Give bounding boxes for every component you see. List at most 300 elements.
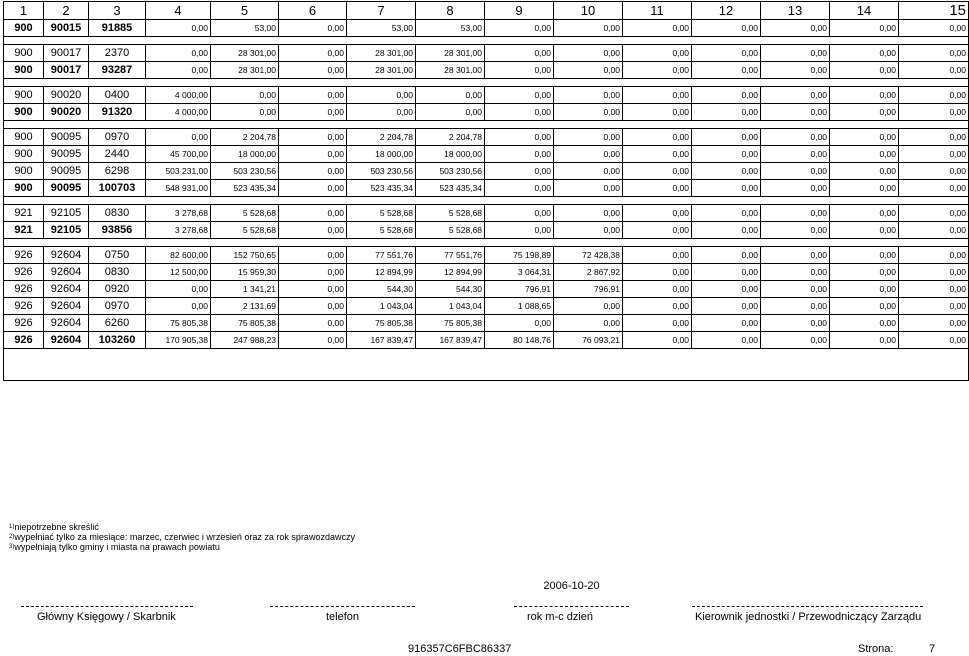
table-cell: 1 043,04 xyxy=(347,298,416,315)
column-number: 13 xyxy=(761,2,830,20)
table-cell: 796,91 xyxy=(554,281,623,298)
table-cell: 167 839,47 xyxy=(347,332,416,349)
table-cell: 523 435,34 xyxy=(416,180,485,197)
table-cell: 544,30 xyxy=(416,281,485,298)
table-cell: 93287 xyxy=(89,62,146,79)
table-cell: 5 528,68 xyxy=(211,205,279,222)
table-cell: 0,00 xyxy=(692,62,761,79)
table-cell: 0,00 xyxy=(485,205,554,222)
group-separator xyxy=(4,79,969,87)
table-row xyxy=(4,247,969,264)
table-row-total xyxy=(4,222,969,239)
table-cell: 77 551,76 xyxy=(347,247,416,264)
table-cell: 0,00 xyxy=(485,87,554,104)
table-cell: 18 000,00 xyxy=(416,146,485,163)
table-cell: 0,00 xyxy=(761,332,830,349)
table-cell: 0,00 xyxy=(761,146,830,163)
table-cell: 926 xyxy=(4,281,44,298)
table-cell: 0,00 xyxy=(146,129,211,146)
table-cell: 53,00 xyxy=(347,20,416,37)
table-cell: 0,00 xyxy=(830,45,899,62)
table-cell: 0,00 xyxy=(623,20,692,37)
table-cell: 92604 xyxy=(44,281,89,298)
table-row-total xyxy=(4,20,969,37)
table-cell: 53,00 xyxy=(211,20,279,37)
table-cell: 0,00 xyxy=(623,62,692,79)
table-cell: 80 148,76 xyxy=(485,332,554,349)
column-number: 7 xyxy=(347,2,416,20)
table-cell: 0,00 xyxy=(830,332,899,349)
table-cell: 0,00 xyxy=(761,104,830,121)
table-cell: 5 528,68 xyxy=(347,222,416,239)
table-cell: 15 959,30 xyxy=(211,264,279,281)
signature-line-date xyxy=(514,606,629,608)
table-cell: 0,00 xyxy=(485,222,554,239)
table-cell: 0,00 xyxy=(830,129,899,146)
column-number: 9 xyxy=(485,2,554,20)
table-cell: 18 000,00 xyxy=(211,146,279,163)
table-cell: 0,00 xyxy=(279,163,347,180)
table-cell: 0,00 xyxy=(554,20,623,37)
table-cell: 0,00 xyxy=(761,298,830,315)
table-cell: 103260 xyxy=(89,332,146,349)
table-cell: 12 894,99 xyxy=(416,264,485,281)
column-number: 11 xyxy=(623,2,692,20)
group-separator xyxy=(4,239,969,247)
table-cell: 0,00 xyxy=(279,315,347,332)
table-cell: 926 xyxy=(4,315,44,332)
table-cell: 0,00 xyxy=(899,281,969,298)
table-cell: 0,00 xyxy=(899,298,969,315)
table-cell: 0,00 xyxy=(761,129,830,146)
table-cell: 0,00 xyxy=(554,163,623,180)
table-cell: 0,00 xyxy=(279,180,347,197)
table-cell: 75 805,38 xyxy=(416,315,485,332)
table-cell: 0,00 xyxy=(485,129,554,146)
table-cell: 0,00 xyxy=(692,332,761,349)
table-cell: 0,00 xyxy=(211,104,279,121)
table-cell: 5 528,68 xyxy=(416,222,485,239)
table-cell: 28 301,00 xyxy=(416,45,485,62)
table-bottom-spacer xyxy=(4,349,969,381)
table-cell: 90095 xyxy=(44,146,89,163)
table-cell: 0,00 xyxy=(830,180,899,197)
table-cell: 0,00 xyxy=(692,45,761,62)
table-cell: 0,00 xyxy=(623,281,692,298)
table-cell: 0,00 xyxy=(830,87,899,104)
table-cell: 0,00 xyxy=(761,87,830,104)
table-cell: 90020 xyxy=(44,104,89,121)
table-cell: 1 341,21 xyxy=(211,281,279,298)
table-cell: 0,00 xyxy=(761,180,830,197)
column-number: 15 xyxy=(899,2,969,20)
table-cell: 0,00 xyxy=(623,45,692,62)
table-cell: 0830 xyxy=(89,264,146,281)
table-cell: 523 435,34 xyxy=(211,180,279,197)
table-cell: 90095 xyxy=(44,163,89,180)
table-cell: 0,00 xyxy=(899,315,969,332)
signature-line-phone xyxy=(270,606,415,608)
table-cell: 0,00 xyxy=(279,146,347,163)
table-cell: 0,00 xyxy=(899,104,969,121)
table-cell: 247 988,23 xyxy=(211,332,279,349)
table-cell: 0,00 xyxy=(692,163,761,180)
table-cell: 503 231,00 xyxy=(146,163,211,180)
table-cell: 18 000,00 xyxy=(347,146,416,163)
table-cell: 0,00 xyxy=(899,247,969,264)
table-cell: 5 528,68 xyxy=(416,205,485,222)
table-cell: 0,00 xyxy=(692,87,761,104)
table-cell: 0,00 xyxy=(554,104,623,121)
table-cell: 2 204,78 xyxy=(347,129,416,146)
table-cell: 0,00 xyxy=(279,332,347,349)
table-cell: 0,00 xyxy=(899,163,969,180)
table-cell: 0,00 xyxy=(554,315,623,332)
table-cell: 92604 xyxy=(44,332,89,349)
table-cell: 0,00 xyxy=(692,298,761,315)
table-row xyxy=(4,163,969,180)
table-cell: 0,00 xyxy=(146,281,211,298)
table-cell: 0,00 xyxy=(279,298,347,315)
table-cell: 0,00 xyxy=(899,146,969,163)
table-cell: 0,00 xyxy=(347,104,416,121)
table-cell: 0,00 xyxy=(554,180,623,197)
table-cell: 0,00 xyxy=(692,315,761,332)
table-cell: 0,00 xyxy=(761,281,830,298)
table-cell: 4 000,00 xyxy=(146,87,211,104)
table-cell: 900 xyxy=(4,163,44,180)
table-row-total xyxy=(4,332,969,349)
table-cell: 0,00 xyxy=(623,222,692,239)
table-cell: 0,00 xyxy=(279,62,347,79)
table-cell: 0,00 xyxy=(554,62,623,79)
table-cell: 0,00 xyxy=(485,163,554,180)
table-cell: 91320 xyxy=(89,104,146,121)
table-row-total xyxy=(4,180,969,197)
table-cell: 0970 xyxy=(89,129,146,146)
table-cell: 82 600,00 xyxy=(146,247,211,264)
table-cell: 921 xyxy=(4,205,44,222)
table-cell: 0,00 xyxy=(830,222,899,239)
table-cell: 0,00 xyxy=(146,45,211,62)
table-cell: 0,00 xyxy=(830,20,899,37)
table-cell: 900 xyxy=(4,180,44,197)
table-cell: 0,00 xyxy=(623,129,692,146)
table-cell: 921 xyxy=(4,222,44,239)
table-cell: 0,00 xyxy=(899,87,969,104)
table-cell: 0,00 xyxy=(761,20,830,37)
table-cell: 0,00 xyxy=(899,180,969,197)
column-number-header xyxy=(4,2,969,20)
table-cell: 45 700,00 xyxy=(146,146,211,163)
table-cell: 152 750,65 xyxy=(211,247,279,264)
table-cell: 0,00 xyxy=(554,205,623,222)
table-cell: 0,00 xyxy=(830,264,899,281)
table-cell: 28 301,00 xyxy=(347,62,416,79)
table-cell: 90020 xyxy=(44,87,89,104)
table-cell: 90017 xyxy=(44,62,89,79)
table-cell: 28 301,00 xyxy=(211,62,279,79)
table-cell: 0,00 xyxy=(692,264,761,281)
table-cell: 0,00 xyxy=(830,104,899,121)
table-cell: 0,00 xyxy=(692,247,761,264)
table-cell: 76 093,21 xyxy=(554,332,623,349)
table-row xyxy=(4,205,969,222)
table-cell: 0,00 xyxy=(554,87,623,104)
table-cell: 2 204,78 xyxy=(211,129,279,146)
table-cell: 75 198,89 xyxy=(485,247,554,264)
table-cell: 796,91 xyxy=(485,281,554,298)
table-cell: 12 894,99 xyxy=(347,264,416,281)
table-cell: 0970 xyxy=(89,298,146,315)
table-cell: 503 230,56 xyxy=(347,163,416,180)
table-cell: 4 000,00 xyxy=(146,104,211,121)
table-cell: 0920 xyxy=(89,281,146,298)
table-cell: 0,00 xyxy=(279,264,347,281)
table-cell: 28 301,00 xyxy=(211,45,279,62)
table-cell: 900 xyxy=(4,129,44,146)
table-cell: 0,00 xyxy=(623,332,692,349)
table-cell: 0,00 xyxy=(830,298,899,315)
table-cell: 3 064,31 xyxy=(485,264,554,281)
table-row xyxy=(4,264,969,281)
table-cell: 0,00 xyxy=(830,163,899,180)
signature-line-accountant xyxy=(21,606,193,608)
table-cell: 3 278,68 xyxy=(146,205,211,222)
table-cell: 2370 xyxy=(89,45,146,62)
table-cell: 0,00 xyxy=(279,222,347,239)
column-number: 3 xyxy=(89,2,146,20)
table-cell: 0,00 xyxy=(279,104,347,121)
table-cell: 90017 xyxy=(44,45,89,62)
table-cell: 2 867,92 xyxy=(554,264,623,281)
table-cell: 0,00 xyxy=(279,87,347,104)
table-cell: 1 043,04 xyxy=(416,298,485,315)
group-separator xyxy=(4,37,969,45)
table-cell: 0,00 xyxy=(623,298,692,315)
table-cell: 75 805,38 xyxy=(146,315,211,332)
table-cell: 0,00 xyxy=(485,62,554,79)
table-cell: 0,00 xyxy=(899,129,969,146)
table-cell: 91885 xyxy=(89,20,146,37)
table-cell: 167 839,47 xyxy=(416,332,485,349)
table-cell: 0,00 xyxy=(416,87,485,104)
table-row xyxy=(4,45,969,62)
table-row xyxy=(4,129,969,146)
table-cell: 2440 xyxy=(89,146,146,163)
table-cell: 0,00 xyxy=(623,87,692,104)
table-cell: 0,00 xyxy=(761,264,830,281)
phone-label: telefon xyxy=(326,611,360,623)
table-cell: 0,00 xyxy=(554,146,623,163)
table-cell: 0,00 xyxy=(554,222,623,239)
table-cell: 900 xyxy=(4,45,44,62)
table-cell: 5 528,68 xyxy=(211,222,279,239)
column-number: 6 xyxy=(279,2,347,20)
table-cell: 0,00 xyxy=(761,222,830,239)
table-cell: 3 278,68 xyxy=(146,222,211,239)
table-cell: 12 500,00 xyxy=(146,264,211,281)
column-number: 4 xyxy=(146,2,211,20)
column-number: 10 xyxy=(554,2,623,20)
table-cell: 90015 xyxy=(44,20,89,37)
table-cell: 0,00 xyxy=(692,281,761,298)
table-cell: 926 xyxy=(4,298,44,315)
table-row xyxy=(4,87,969,104)
table-cell: 900 xyxy=(4,146,44,163)
table-cell: 0,00 xyxy=(899,62,969,79)
table-cell: 0,00 xyxy=(146,20,211,37)
table-cell: 6260 xyxy=(89,315,146,332)
table-cell: 926 xyxy=(4,247,44,264)
group-separator xyxy=(4,121,969,129)
table-cell: 0,00 xyxy=(279,205,347,222)
table-cell: 72 428,38 xyxy=(554,247,623,264)
table-cell: 5 528,68 xyxy=(347,205,416,222)
table-cell: 0,00 xyxy=(623,180,692,197)
table-cell: 0,00 xyxy=(623,205,692,222)
group-separator xyxy=(4,197,969,205)
table-cell: 503 230,56 xyxy=(416,163,485,180)
table-cell: 0,00 xyxy=(899,332,969,349)
table-row xyxy=(4,146,969,163)
table-cell: 0,00 xyxy=(623,247,692,264)
accountant-label: Główny Księgowy / Skarbnik xyxy=(37,611,176,623)
table-cell: 92105 xyxy=(44,205,89,222)
table-cell: 0400 xyxy=(89,87,146,104)
table-cell: 0,00 xyxy=(761,247,830,264)
table-cell: 0,00 xyxy=(279,45,347,62)
document-code: 916357C6FBC86337 xyxy=(408,643,512,655)
table-cell: 523 435,34 xyxy=(347,180,416,197)
table-cell: 0,00 xyxy=(279,281,347,298)
table-cell: 0,00 xyxy=(761,45,830,62)
table-cell: 1 088,65 xyxy=(485,298,554,315)
report-date: 2006-10-20 xyxy=(543,580,600,592)
column-number: 1 xyxy=(4,2,44,20)
signature-line-head xyxy=(692,606,923,608)
table-cell: 93856 xyxy=(89,222,146,239)
table-cell: 0,00 xyxy=(554,129,623,146)
table-row xyxy=(4,281,969,298)
table-cell: 0,00 xyxy=(692,205,761,222)
page-label: Strona: xyxy=(858,643,894,655)
table-cell: 0,00 xyxy=(830,247,899,264)
head-label: Kierownik jednostki / Przewodniczący Zarządu xyxy=(695,611,922,623)
table-cell: 0,00 xyxy=(830,205,899,222)
table-cell: 0,00 xyxy=(211,87,279,104)
footnote-2: $^{2)}$wypełniać tylko za miesiące: marzec, czerwiec i wrzesień oraz za rok sprawozdawczy xyxy=(9,532,355,542)
table-cell: 0,00 xyxy=(485,45,554,62)
table-cell: 0,00 xyxy=(485,20,554,37)
table-cell: 0,00 xyxy=(623,163,692,180)
table-cell: 0,00 xyxy=(623,315,692,332)
column-number: 2 xyxy=(44,2,89,20)
table-cell: 0,00 xyxy=(899,45,969,62)
table-cell: 0,00 xyxy=(554,298,623,315)
table-cell: 900 xyxy=(4,87,44,104)
table-cell: 503 230,56 xyxy=(211,163,279,180)
column-number: 5 xyxy=(211,2,279,20)
table-cell: 900 xyxy=(4,104,44,121)
table-cell: 100703 xyxy=(89,180,146,197)
table-cell: 548 931,00 xyxy=(146,180,211,197)
table-cell: 0,00 xyxy=(347,87,416,104)
table-cell: 0,00 xyxy=(623,264,692,281)
table-cell: 0,00 xyxy=(279,129,347,146)
table-cell: 77 551,76 xyxy=(416,247,485,264)
table-cell: 90095 xyxy=(44,180,89,197)
table-cell: 0,00 xyxy=(830,281,899,298)
table-cell: 0,00 xyxy=(146,298,211,315)
table-cell: 0,00 xyxy=(830,62,899,79)
footnote-3: $^{3)}$wypełniają tylko gminy i miasta na prawach powiatu xyxy=(9,542,220,552)
page-number: 7 xyxy=(929,643,936,655)
table-cell: 0,00 xyxy=(485,180,554,197)
table-cell: 0,00 xyxy=(623,104,692,121)
table-cell: 90095 xyxy=(44,129,89,146)
table-cell: 0,00 xyxy=(692,180,761,197)
table-cell: 0,00 xyxy=(279,247,347,264)
table-cell: 53,00 xyxy=(416,20,485,37)
table-cell: 0,00 xyxy=(830,146,899,163)
column-number: 12 xyxy=(692,2,761,20)
table-cell: 0,00 xyxy=(761,163,830,180)
table-cell: 0,00 xyxy=(485,104,554,121)
table-cell: 0,00 xyxy=(761,315,830,332)
table-cell: 0,00 xyxy=(279,20,347,37)
footnote-1: $^{1)}$niepotrzebne skreślić xyxy=(9,522,99,532)
table-cell: 28 301,00 xyxy=(347,45,416,62)
table-cell: 900 xyxy=(4,20,44,37)
table-cell: 900 xyxy=(4,62,44,79)
table-cell: 28 301,00 xyxy=(416,62,485,79)
table-cell: 170 905,38 xyxy=(146,332,211,349)
table-cell: 0,00 xyxy=(899,20,969,37)
table-cell: 926 xyxy=(4,332,44,349)
table-row xyxy=(4,298,969,315)
table-cell: 6298 xyxy=(89,163,146,180)
table-cell: 92604 xyxy=(44,315,89,332)
table-cell: 926 xyxy=(4,264,44,281)
report-table xyxy=(3,1,969,381)
table-cell: 92604 xyxy=(44,298,89,315)
table-cell: 2 131,69 xyxy=(211,298,279,315)
table-cell: 544,30 xyxy=(347,281,416,298)
table-cell: 0,00 xyxy=(761,62,830,79)
table-cell: 2 204,78 xyxy=(416,129,485,146)
table-cell: 0,00 xyxy=(692,146,761,163)
table-cell: 0,00 xyxy=(899,222,969,239)
table-cell: 0,00 xyxy=(485,146,554,163)
table-cell: 0750 xyxy=(89,247,146,264)
table-cell: 92604 xyxy=(44,247,89,264)
table-cell: 92604 xyxy=(44,264,89,281)
table-cell: 0,00 xyxy=(692,222,761,239)
table-cell: 0,00 xyxy=(899,205,969,222)
table-cell: 0,00 xyxy=(692,129,761,146)
table-cell: 0,00 xyxy=(623,146,692,163)
table-cell: 0,00 xyxy=(485,315,554,332)
table-cell: 0,00 xyxy=(692,104,761,121)
table-cell: 0,00 xyxy=(416,104,485,121)
date-label: rok m-c dzień xyxy=(527,611,594,623)
column-number: 8 xyxy=(416,2,485,20)
table-cell: 0,00 xyxy=(692,20,761,37)
table-row-total xyxy=(4,104,969,121)
table-cell: 75 805,38 xyxy=(211,315,279,332)
table-cell: 0,00 xyxy=(761,205,830,222)
